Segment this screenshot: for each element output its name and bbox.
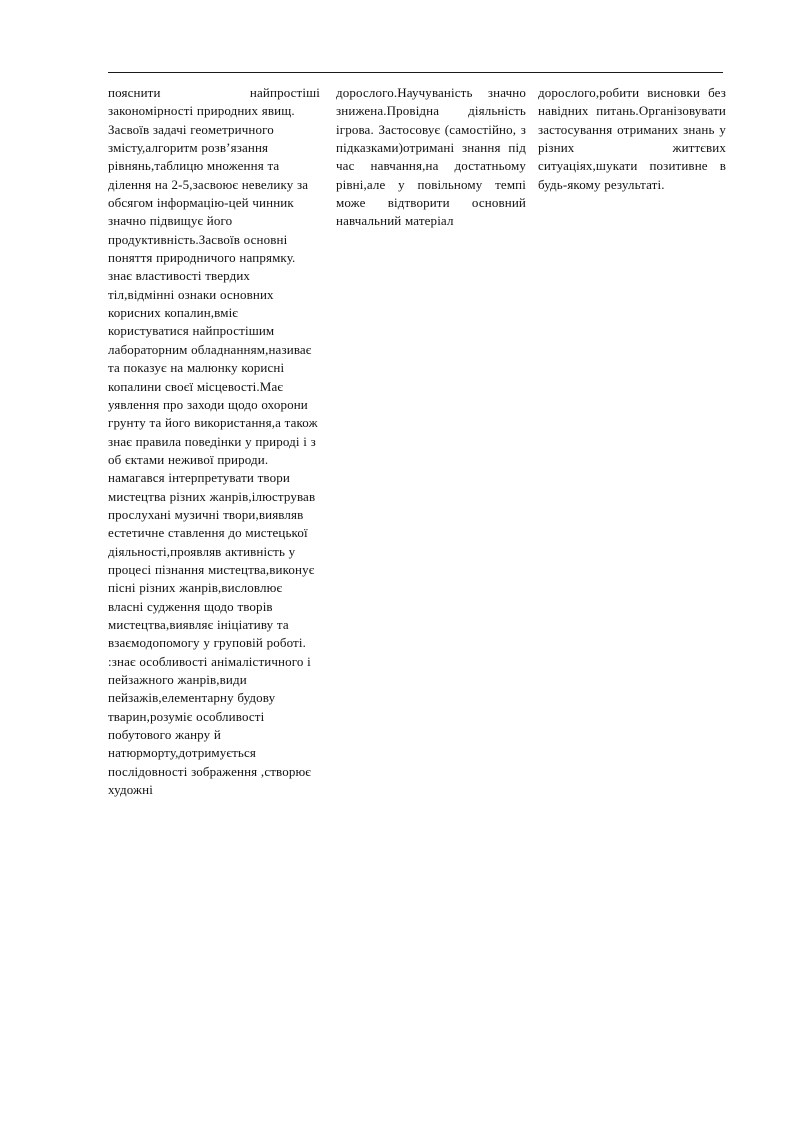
text-column-2 — [336, 84, 526, 231]
header-horizontal-rule — [108, 72, 723, 73]
text-column-3 — [538, 84, 726, 194]
paragraph: дорослого.Научуваність значно знижена.Провідна діяльність ігрова. Застосовує (самостійно, з підказками)отримані знання під час навчання,на достатньому рівні,але у повільному темпі може відтворити основний навчальний матеріал — [336, 85, 526, 229]
paragraph: дорослого,робити висновки без навідних питань.Організовувати застосування отриманих знань у різних життєвих ситуаціях,шукати позитивне в будь-якому результаті. — [538, 85, 726, 192]
paragraph: пояснити найпростіші закономірності природних явищ. — [108, 85, 320, 119]
paragraph: :знає особливості анімалістичного і пейзажного жанрів,види пейзажів,елементарну будову тварин,розуміє особливості побутового жанру й натюрморту,дотримується послідовності зображення ,створює художні — [108, 653, 312, 798]
paragraph: Засвоїв задачі геометричного змісту,алгоритм розв’язання рівнянь,таблицю множення та ділення на 2-5,засвоює невелику за обсягом інформацію-цей чинник значно підвищує його продуктивність.Засвоїв основні поняття природничого напрямку. знає властивості твердих тіл,відмінні ознаки основних корисних копалин,вміє користуватися найпростішим лабораторним обладнанням,називає та показує на малюнку корисні копалини своєї місцевості.Має уявлення про заходи щодо охорони грунту та його використання,а також знає правила поведінки у природі і з об єктами неживої природи. — [108, 121, 318, 467]
text-column-1 — [108, 84, 320, 799]
paragraph: намагався інтерпретувати твори мистецтва різних жанрів,ілюстрував прослухані музичні твори,виявляв естетичне ставлення до мистецької діяльності,проявляв активність у процесі пізнання мистецтва,виконує пісні різних жанрів,висловлює власні судження щодо творів мистецтва,виявляє ініціативу та взаємодопомогу у груповій роботі. — [108, 470, 316, 651]
